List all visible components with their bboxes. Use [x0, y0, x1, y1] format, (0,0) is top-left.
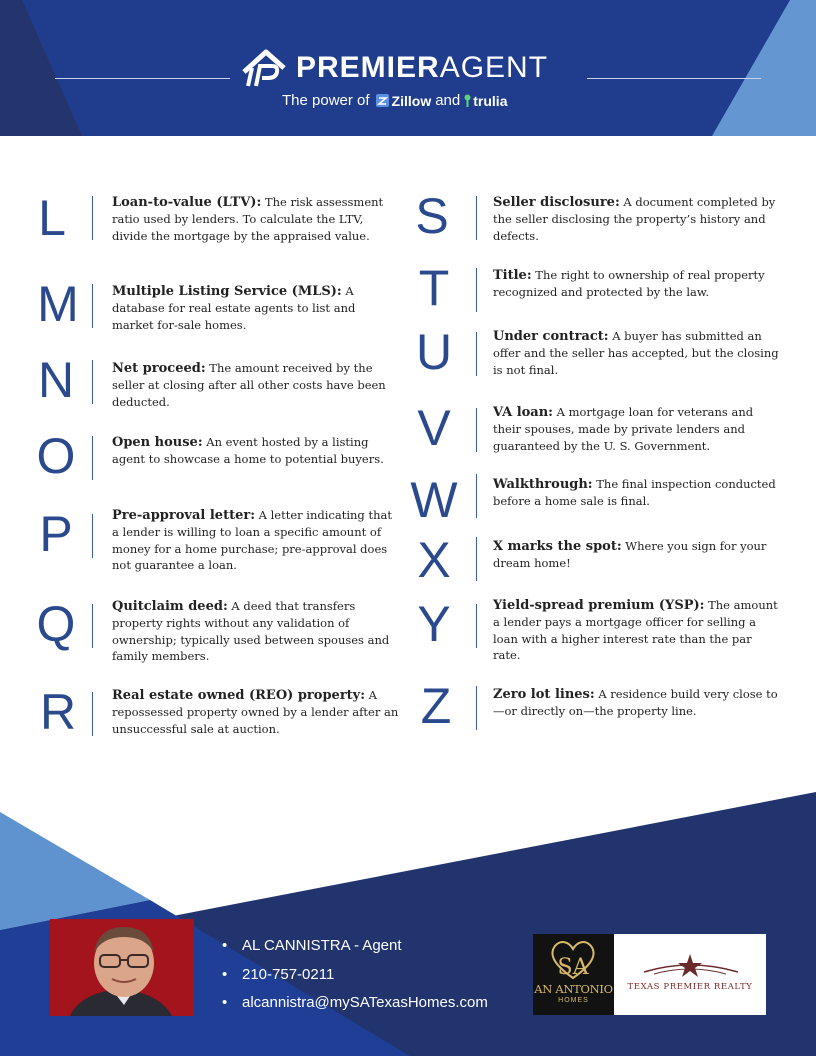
glossary-term: Walkthrough: — [493, 477, 593, 492]
glossary-letter: T — [418, 260, 450, 316]
glossary-divider — [92, 692, 93, 736]
texas-premier-realty-logo — [614, 934, 766, 1015]
sa-logo-subtext: HOMES — [558, 997, 589, 1004]
glossary-text: A repossessed property owned by a lender after an unsuccessful sale at auction. — [112, 688, 399, 736]
header-rule-right — [587, 78, 761, 79]
tagline-zillow: Zillow — [391, 92, 432, 109]
heart-monogram-icon — [533, 934, 614, 984]
glossary-divider — [476, 686, 477, 730]
tagline-prefix: The power of — [282, 92, 370, 109]
glossary-text: A document completed by the seller disclosing the property’s history and defects. — [493, 195, 776, 243]
glossary-term: X marks the spot: — [493, 539, 622, 554]
agent-phone-row — [222, 963, 488, 992]
agent-photo — [50, 919, 194, 1016]
glossary-divider — [92, 284, 93, 328]
glossary-definition — [493, 538, 779, 572]
glossary-divider — [92, 196, 93, 240]
premier-agent-logo-icon — [240, 48, 288, 88]
header-banner — [0, 0, 816, 136]
glossary-divider — [476, 332, 477, 376]
agent-email[interactable]: alcannistra@mySATexasHomes.com — [242, 994, 488, 1011]
glossary-term: Open house: — [112, 435, 203, 450]
glossary-letter: Z — [420, 678, 452, 734]
glossary-definition — [493, 267, 779, 301]
glossary-letter: V — [417, 400, 451, 456]
glossary-term: Multiple Listing Service (MLS): — [112, 284, 342, 299]
glossary-text: A database for real estate agents to list and market for-sale homes. — [112, 284, 356, 332]
star-swoosh-icon — [614, 934, 766, 984]
glossary-divider — [92, 360, 93, 404]
bullet: • — [222, 937, 228, 954]
san-antonio-homes-logo — [533, 934, 614, 1015]
glossary-text: The final inspection conducted before a home sale is final. — [493, 477, 776, 509]
glossary-divider — [92, 514, 93, 558]
glossary-definition — [493, 328, 779, 378]
glossary-divider — [92, 604, 93, 648]
glossary-definition — [112, 283, 400, 333]
glossary-divider — [476, 474, 477, 518]
glossary-definition — [493, 404, 779, 454]
glossary-definition — [112, 360, 400, 410]
glossary-divider — [476, 196, 477, 240]
glossary-letter: U — [415, 324, 453, 380]
zillow-icon — [376, 94, 389, 107]
agent-email-row — [222, 991, 488, 1020]
glossary-definition — [493, 597, 779, 663]
agent-name-row — [222, 934, 488, 963]
glossary-term: Title: — [493, 268, 532, 283]
glossary-text: A buyer has submitted an offer and the seller has accepted, but the closing is not final. — [493, 329, 779, 377]
tpr-logo-text: TEXAS PREMIER REALTY — [627, 982, 753, 992]
glossary-letter: W — [410, 472, 458, 528]
glossary-letter: O — [36, 428, 76, 484]
tagline — [282, 92, 507, 109]
agent-contact — [222, 934, 488, 1020]
glossary-term: Real estate owned (REO) property: — [112, 688, 366, 703]
brand-name-bold: PREMIER — [296, 51, 440, 84]
glossary-letter: Q — [36, 596, 76, 652]
glossary-term: Quitclaim deed: — [112, 599, 228, 614]
brand-name-light: AGENT — [439, 51, 549, 84]
glossary-letter: P — [39, 506, 73, 562]
glossary-text: The risk assessment ratio used by lenders. To calculate the LTV, divide the mortgage by the appraised value. — [112, 195, 384, 243]
glossary-divider — [476, 537, 477, 581]
glossary-text: A residence build very close to—or directly on—the property line. — [493, 687, 778, 719]
glossary-term: Seller disclosure: — [493, 195, 620, 210]
glossary-divider — [476, 408, 477, 452]
glossary-term: VA loan: — [493, 405, 553, 420]
glossary-letter: L — [38, 190, 66, 246]
glossary-divider — [92, 436, 93, 480]
glossary-text: An event hosted by a listing agent to showcase a home to potential buyers. — [112, 435, 384, 467]
glossary-text: A deed that transfers property rights without any validation of ownership; typically used between spouses and family members. — [112, 599, 390, 663]
bullet: • — [222, 965, 228, 983]
agent-portrait-icon — [50, 919, 194, 1016]
glossary-term: Yield-spread premium (YSP): — [493, 598, 705, 613]
header-rule-left — [55, 78, 230, 79]
agent-phone[interactable]: 210-757-0211 — [242, 965, 335, 983]
glossary-term: Pre-approval letter: — [112, 508, 255, 523]
glossary-term: Zero lot lines: — [493, 687, 595, 702]
tagline-trulia: trulia — [473, 92, 508, 109]
glossary-text: The amount received by the seller at closing after all other costs have been deducted. — [112, 361, 386, 409]
glossary-divider — [476, 268, 477, 312]
glossary-letter: S — [415, 188, 449, 244]
glossary-letter: R — [39, 684, 77, 740]
sa-monogram: SA — [557, 955, 589, 980]
glossary-definition — [112, 687, 400, 737]
glossary-letter: M — [37, 276, 79, 332]
brand-name — [296, 48, 548, 88]
glossary-definition — [112, 507, 400, 573]
glossary-text: The amount a lender pays a mortgage officer for selling a loan with a higher interest rate than the par rate. — [493, 598, 778, 662]
glossary-definition — [112, 434, 400, 468]
glossary-letter: Y — [417, 596, 451, 652]
premier-agent-brand — [240, 48, 548, 88]
glossary-definition — [493, 194, 779, 244]
glossary-definition — [493, 686, 779, 720]
glossary-letter: N — [37, 352, 75, 408]
agent-name: AL CANNISTRA - Agent — [242, 937, 402, 954]
glossary-text: A mortgage loan for veterans and their spouses, made by private lenders and guaranteed by the U. S. Government. — [493, 405, 754, 453]
glossary-text: A letter indicating that a lender is willing to loan a specific amount of money for a home purchase; pre-approval does not guarantee a loan. — [112, 508, 392, 572]
glossary-term: Loan-to-value (LTV): — [112, 195, 262, 210]
sa-logo-text: AN ANTONIO — [534, 982, 613, 996]
glossary-definition — [493, 476, 779, 510]
glossary-letter: X — [417, 532, 451, 588]
tagline-and: and — [435, 92, 461, 109]
bullet: • — [222, 994, 228, 1011]
glossary-term: Under contract: — [493, 329, 609, 344]
glossary-definition — [112, 194, 400, 244]
glossary-definition — [112, 598, 400, 664]
glossary-term: Net proceed: — [112, 361, 206, 376]
glossary-divider — [476, 604, 477, 648]
glossary-text: Where you sign for your dream home! — [493, 539, 767, 571]
trulia-pin-icon — [464, 94, 471, 107]
glossary-text: The right to ownership of real property recognized and protected by the law. — [493, 268, 765, 300]
